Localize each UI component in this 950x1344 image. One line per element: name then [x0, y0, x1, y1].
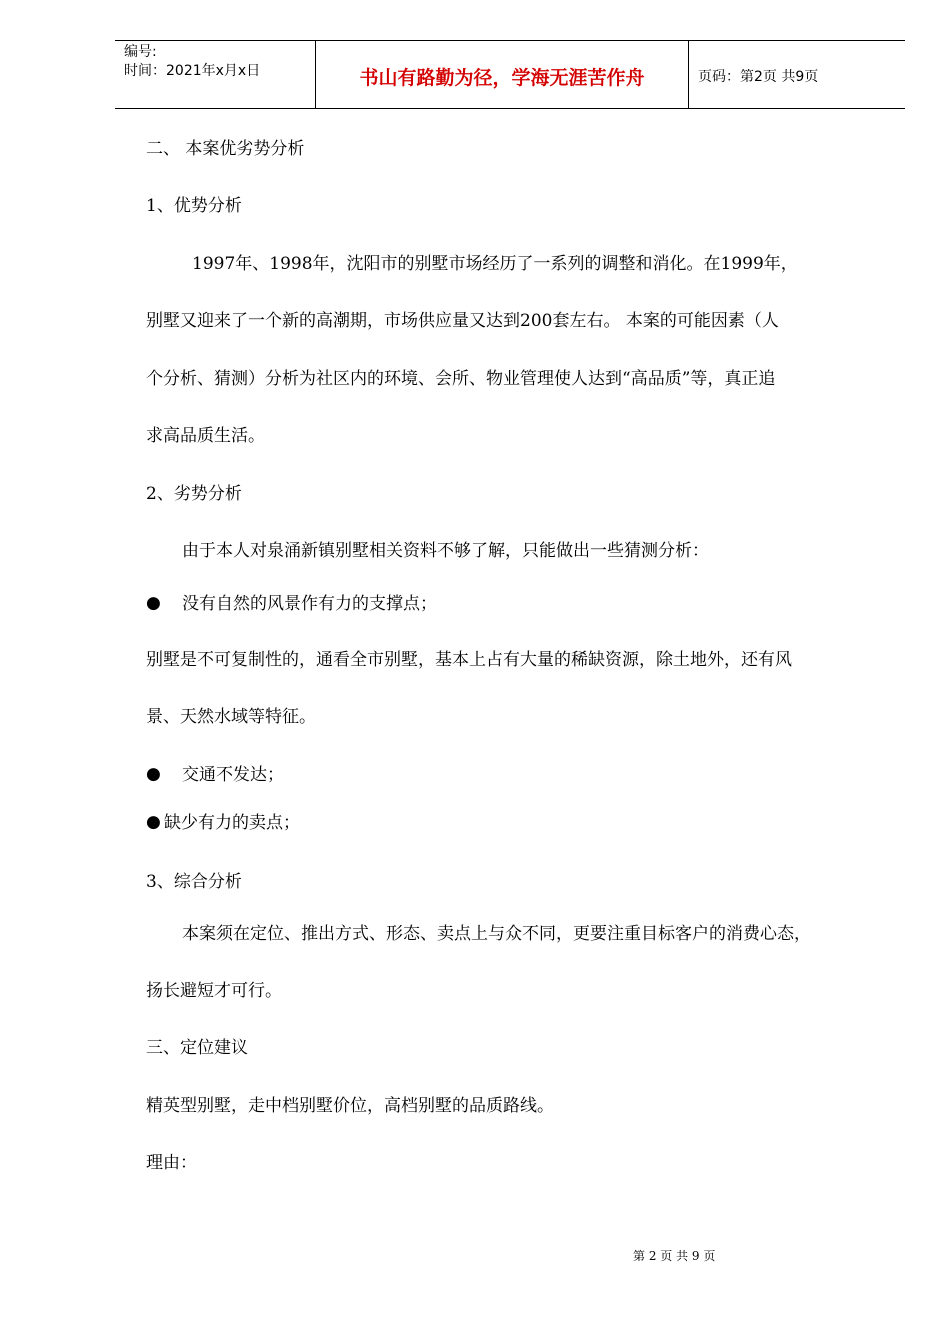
bullet-icon: ● — [146, 812, 161, 832]
bullet-item: 缺少有力的卖点； — [164, 813, 300, 833]
page-footer-number: 第 2 页 共 9 页 — [633, 1249, 716, 1263]
header-motto: 书山有路勤为径，学海无涯苦作舟 — [359, 67, 645, 89]
subsection-2-heading: 2、劣势分析 — [146, 484, 242, 504]
paragraph-line: 扬长避短才可行。 — [146, 981, 282, 1001]
section-3-heading: 三、定位建议 — [146, 1038, 248, 1058]
paragraph-line: 别墅又迎来了一个新的高潮期，市场供应量又达到200套左右。 本案的可能因素（人 — [146, 311, 779, 331]
document-number-label: 编号: — [124, 44, 157, 60]
header-page-number: 页码：第2页 共9页 — [698, 69, 819, 85]
header-meta-cell — [115, 41, 316, 108]
header-motto-cell — [316, 41, 689, 108]
header-page-cell — [689, 41, 905, 108]
section-2-heading: 二、 本案优劣势分析 — [146, 139, 305, 159]
paragraph-line: 本案须在定位、推出方式、形态、卖点上与众不同，更要注重目标客户的消费心态， — [182, 924, 811, 944]
reason-label: 理由： — [146, 1153, 197, 1173]
bullet-icon: ● — [146, 764, 161, 784]
subsection-1-heading: 1、优势分析 — [146, 196, 242, 216]
paragraph-line: 个分析、猜测）分析为社区内的环境、会所、物业管理使人达到“高品质”等，真正追 — [146, 369, 776, 389]
paragraph-line: 1997年、1998年，沈阳市的别墅市场经历了一系列的调整和消化。在1999年， — [192, 254, 798, 274]
bullet-item: 交通不发达； — [182, 765, 284, 785]
paragraph-line: 景、天然水域等特征。 — [146, 707, 316, 727]
bullet-icon: ● — [146, 593, 161, 613]
paragraph-line: 由于本人对泉涌新镇别墅相关资料不够了解，只能做出一些猜测分析： — [182, 541, 709, 561]
subsection-3-heading: 3、综合分析 — [146, 872, 242, 892]
bullet-item: 没有自然的风景作有力的支撑点； — [182, 594, 437, 614]
paragraph-line: 求高品质生活。 — [146, 426, 265, 446]
document-time-label: 时间：2021年x月x日 — [124, 63, 261, 79]
paragraph-line: 别墅是不可复制性的，通看全市别墅，基本上占有大量的稀缺资源，除土地外，还有风 — [146, 650, 792, 670]
page-header — [115, 40, 905, 109]
paragraph-line: 精英型别墅，走中档别墅价位，高档别墅的品质路线。 — [146, 1096, 554, 1116]
